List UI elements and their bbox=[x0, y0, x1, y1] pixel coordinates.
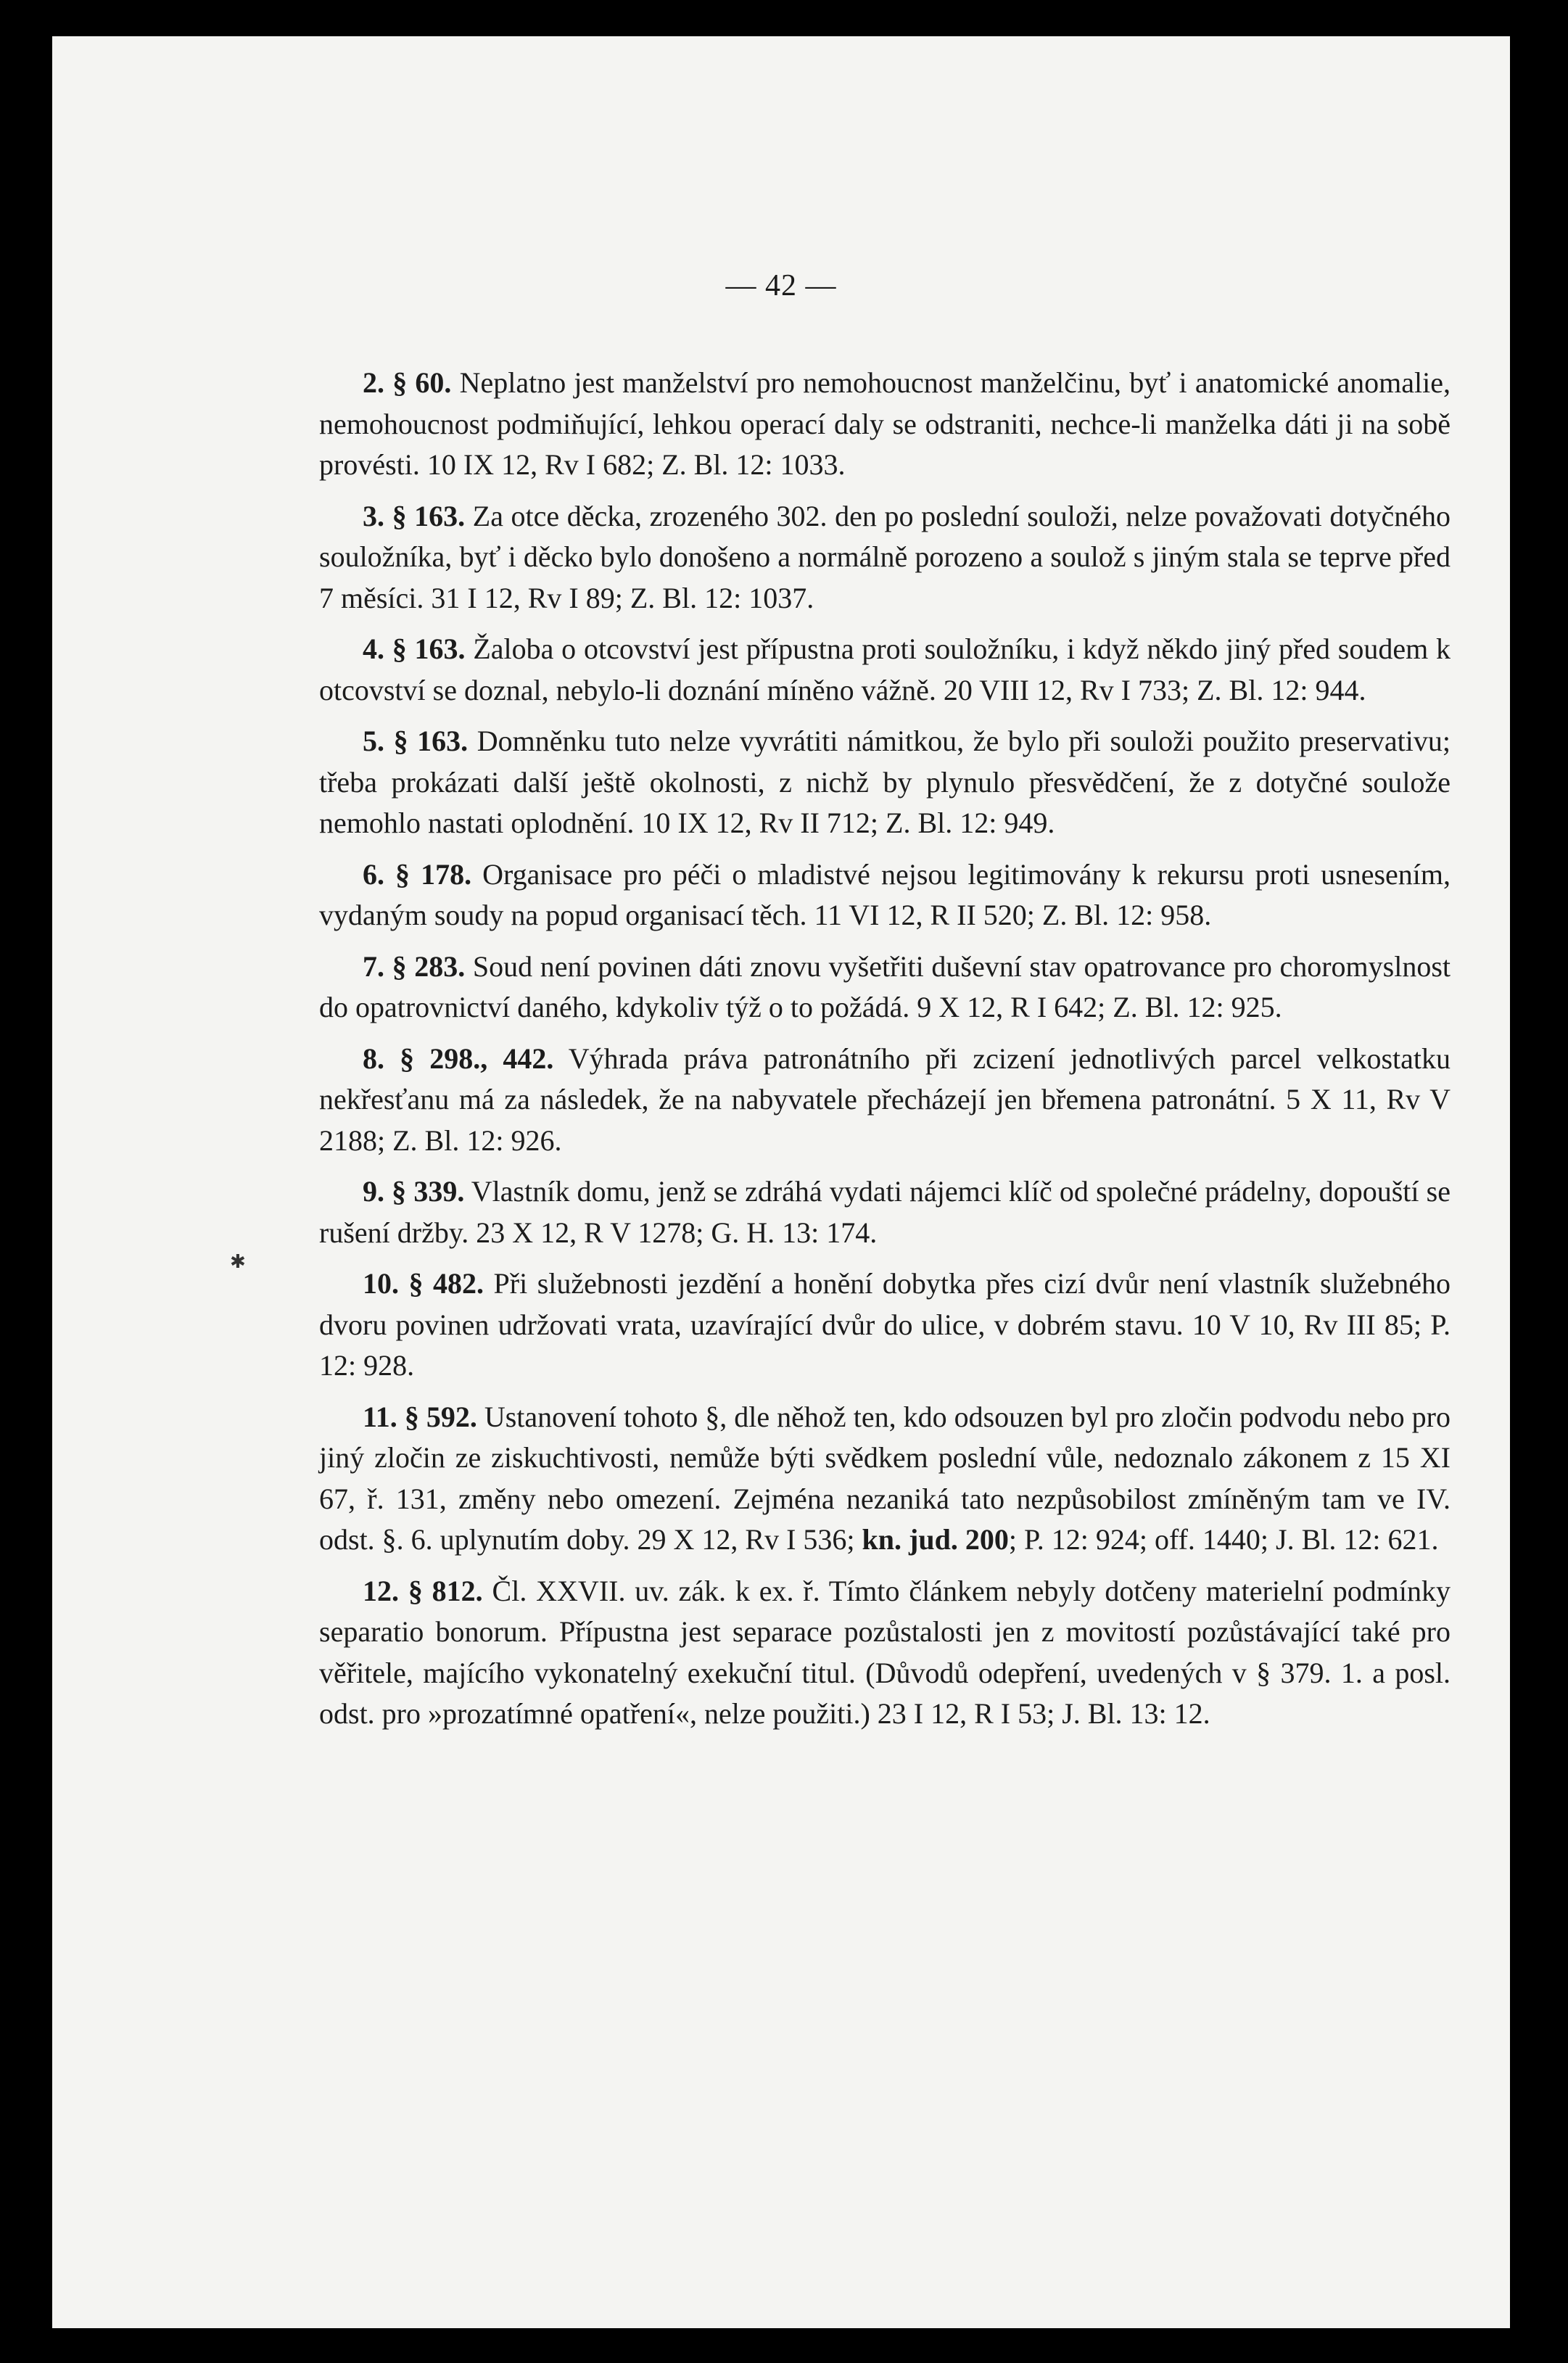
entry-10 bbox=[319, 1263, 1451, 1387]
entry-text: Výhrada práva patronátního při zcizení jednotlivých parcel velkostatku nekřesťanu má za následek, že na nabyvatele přecházejí jen břemena patronátní. 5 X 11, Rv V 2188; Z. Bl. 12: 926. bbox=[319, 1042, 1451, 1157]
entry-7 bbox=[319, 947, 1451, 1028]
book-page bbox=[52, 36, 1510, 2328]
entry-3 bbox=[319, 496, 1451, 619]
entry-number: 10. bbox=[363, 1267, 399, 1300]
entry-number: 4. bbox=[363, 632, 384, 665]
entry-text: Při služebnosti jezdění a honění dobytka přes cizí dvůr není vlastník služebného dvoru povinen udržovati vrata, uzavírající dvůr do ulice, v dobrém stavu. 10 V 10, Rv III 85; P. 12: 928. bbox=[319, 1267, 1451, 1382]
entry-section: § 60. bbox=[392, 366, 452, 399]
entry-number: 8. bbox=[363, 1042, 384, 1075]
entry-section: § 339. bbox=[392, 1175, 465, 1208]
entry-number: 2. bbox=[363, 366, 384, 399]
entry-number: 7. bbox=[363, 949, 384, 983]
entry-number: 3. bbox=[363, 499, 384, 532]
entry-tail: ; P. 12: 924; off. 1440; J. Bl. 12: 621. bbox=[1008, 1523, 1439, 1556]
entry-text: Soud není povinen dáti znovu vyšetřiti duševní stav opatrovance pro choromyslnost do opatrovnictví daného, kdykoliv týž o to požádá. 9 X 12, R I 642; Z. Bl. 12: 925. bbox=[319, 949, 1451, 1023]
entry-text: Domněnku tuto nelze vyvrátiti námitkou, že bylo při souloži použito preservativu; třeba prokázati další ještě okolnosti, z nichž by plynulo přesvědčení, že z dotyčné soulože nemohlo nastati oplodnění. 10 IX 12, Rv II 712; Z. Bl. 12: 949. bbox=[319, 725, 1451, 839]
entry-number: 6. bbox=[363, 857, 384, 891]
entry-section: § 178. bbox=[395, 857, 472, 891]
entry-11 bbox=[319, 1397, 1451, 1561]
entry-text: Ustanovení tohoto §, dle něhož ten, kdo odsouzen byl pro zločin podvodu nebo pro jiný zločin ze ziskuchtivosti, nemůže býti svědkem poslední vůle, nedoznalo zákonem z 15 XI 67, ř. 131, změny nebo omezení. Zejména nezaniká tato nezpůsobilost zmíněným tam ve IV. odst. §. 6. uplynutím doby. 29 X 12, Rv I 536; bbox=[319, 1400, 1451, 1556]
entry-text: Čl. XXVII. uv. zák. k ex. ř. Tímto článkem nebyly dotčeny materielní podmínky separatio bonorum. Přípustna jest separace pozůstalosti jen z movitostí pozůstávající také pro věřitele, majícího vykonatelný exekuční titul. (Důvodů odepření, uvedených v § 379. 1. a posl. odst. pro »prozatímné opatření«, nelze použiti.) 23 I 12, R I 53; J. Bl. 13: 12. bbox=[319, 1574, 1451, 1730]
entry-section: § 812. bbox=[408, 1574, 483, 1607]
entry-2 bbox=[319, 363, 1451, 486]
entries-list bbox=[319, 363, 1451, 1745]
entry-number: 5. bbox=[363, 725, 384, 757]
entry-section: § 163. bbox=[392, 499, 466, 532]
entry-section: § 163. bbox=[393, 725, 469, 757]
margin-mark-icon: ✱ bbox=[230, 1251, 246, 1273]
entry-section: § 298., 442. bbox=[400, 1042, 554, 1075]
entry-section: § 163. bbox=[392, 632, 466, 665]
page-number: — 42 — bbox=[725, 269, 837, 302]
entry-text: Neplatno jest manželství pro nemohoucnost manželčinu, byť i anatomické anomalie, nemohoucnost podmiňující, lehkou operací daly se odstraniti, nechce-li manželka dáti ji na sobě provésti. 10 IX 12, Rv I 682; Z. Bl. 12: 1033. bbox=[319, 366, 1451, 481]
entry-number: 9. bbox=[363, 1175, 384, 1208]
entry-12 bbox=[319, 1571, 1451, 1735]
entry-6 bbox=[319, 854, 1451, 936]
entry-section: § 482. bbox=[408, 1267, 484, 1300]
entry-text: Vlastník domu, jenž se zdráhá vydati nájemci klíč od společné prádelny, dopouští se rušení držby. 23 X 12, R V 1278; G. H. 13: 174. bbox=[319, 1175, 1451, 1249]
entry-number: 12. bbox=[363, 1574, 399, 1607]
entry-number: 11. bbox=[363, 1400, 397, 1433]
entry-section: § 592. bbox=[404, 1400, 477, 1433]
entry-text: Za otce děcka, zrozeného 302. den po poslední souloži, nelze považovati dotyčného souložníka, byť i děcko bylo donošeno a normálně porozeno a soulož s jiným stala se teprve před 7 měsíci. 31 I 12, Rv I 89; Z. Bl. 12: 1037. bbox=[319, 499, 1451, 614]
entry-section: § 283. bbox=[392, 949, 466, 983]
entry-8 bbox=[319, 1039, 1451, 1162]
entry-5 bbox=[319, 721, 1451, 844]
entry-text: Žaloba o otcovství jest přípustna proti souložníku, i když někdo jiný před soudem k otcovství se doznal, nebylo-li doznání míněno vážně. 20 VIII 12, Rv I 733; Z. Bl. 12: 944. bbox=[319, 632, 1451, 706]
entry-9 bbox=[319, 1171, 1451, 1253]
entry-4 bbox=[319, 629, 1451, 711]
entry-bold-citation: kn. jud. 200 bbox=[862, 1523, 1009, 1556]
entry-text: Organisace pro péči o mladistvé nejsou legitimovány k rekursu proti usnesením, vydaným soudy na popud organisací těch. 11 VI 12, R II 520; Z. Bl. 12: 958. bbox=[319, 857, 1451, 931]
